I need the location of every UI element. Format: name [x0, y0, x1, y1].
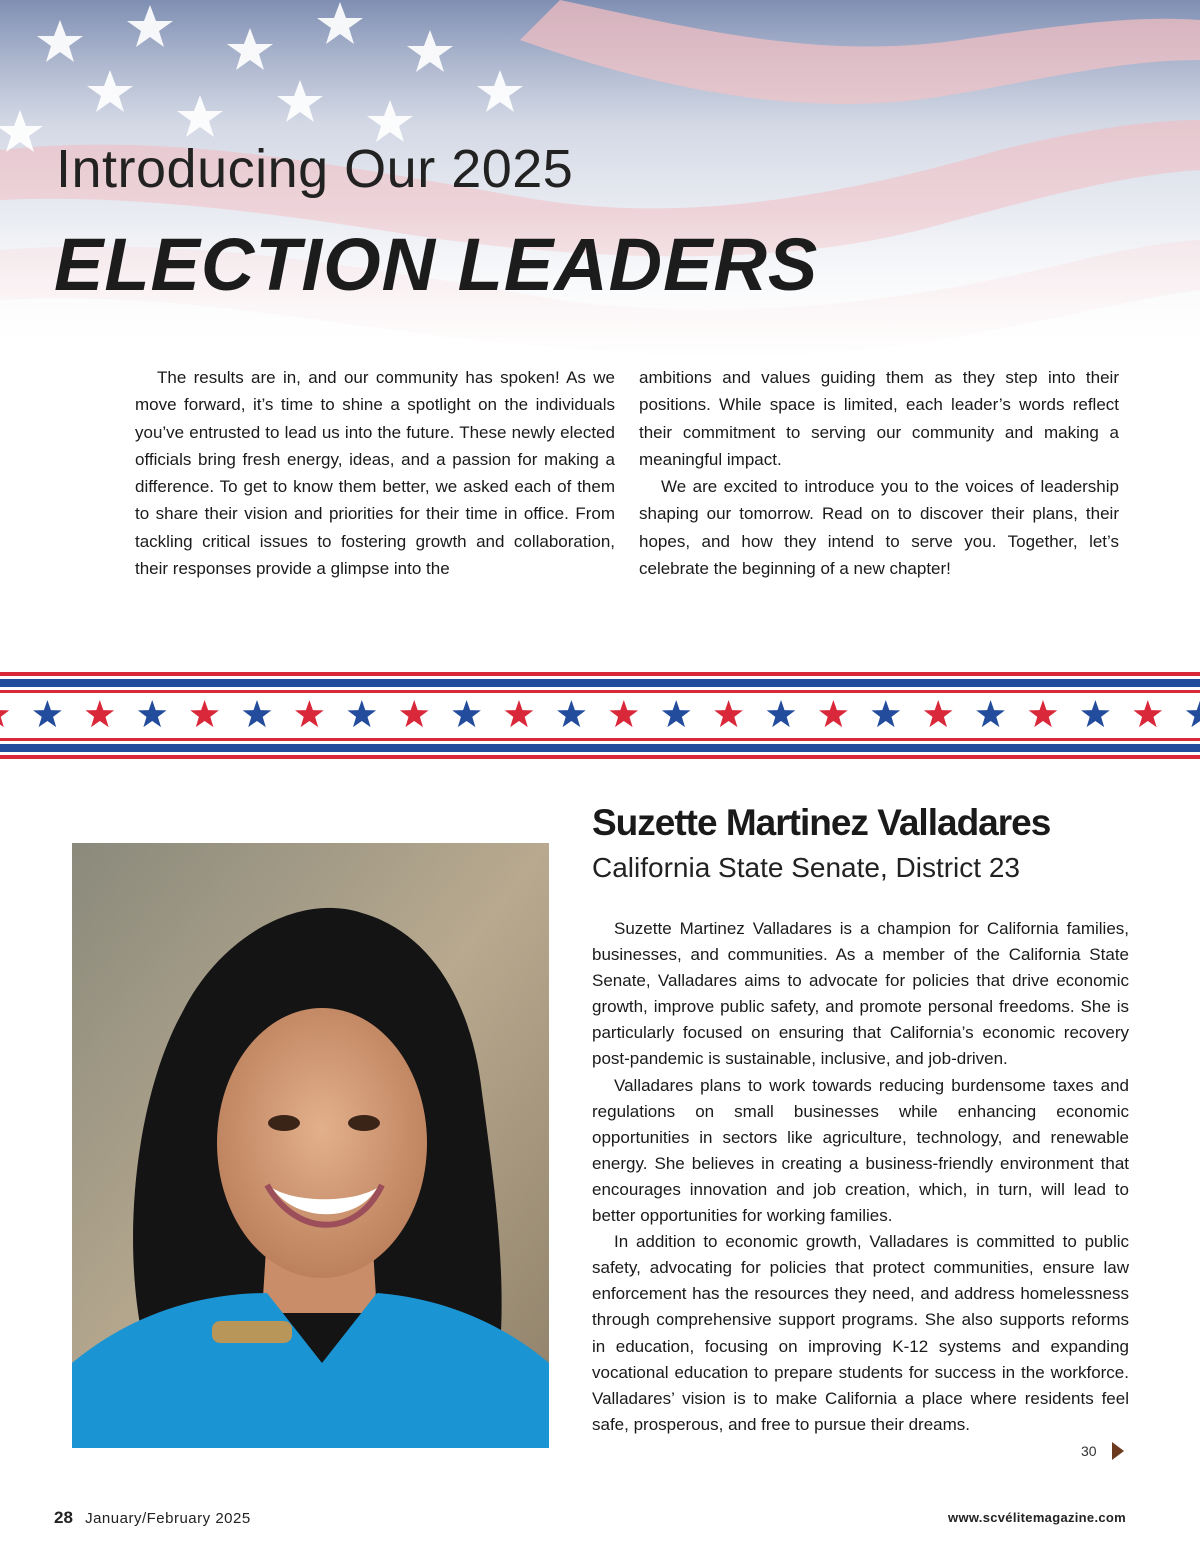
divider-star-icon — [557, 700, 586, 727]
leader-bio — [592, 916, 1129, 1438]
divider-star-icon — [190, 700, 219, 727]
issue-date: January/February 2025 — [85, 1510, 251, 1527]
divider-star-icon — [767, 700, 796, 727]
divider-star-icon — [0, 700, 9, 727]
leader-name: Suzette Martinez Valladares — [592, 802, 1051, 843]
intro-column-right — [639, 364, 1119, 582]
website-url: www.scvélitemagazine.com — [948, 1510, 1126, 1525]
stars-stripes-divider — [0, 670, 1200, 762]
page-headline: ELECTION LEADERS — [54, 223, 819, 306]
intro-column-left — [135, 364, 615, 582]
divider-star-icon — [1081, 700, 1110, 727]
divider-star-icon — [348, 700, 377, 727]
divider-star-icon — [295, 700, 324, 727]
divider-star-icon — [976, 700, 1005, 727]
page-number: 28 — [54, 1508, 73, 1527]
divider-star-icon — [610, 700, 639, 727]
intro-paragraph: The results are in, and our community has spoken! As we move forward, it’s time to shine a spotlight on the individuals you’ve entrusted to lead us into the future. These newly elected officials bring fresh energy, ideas, and a passion for making a difference. To get to know them better, we asked each of them to share their vision and priorities for their time in office. From tackling critical issues to fostering growth and collaboration, their responses provide a glimpse into the — [135, 368, 615, 579]
divider-star-icon — [819, 700, 848, 727]
divider-star-icon — [452, 700, 481, 727]
bio-paragraph: In addition to economic growth, Valladares is committed to public safety, advocating for policies that protect communities, ensure law enforcement has the resources they need, and address homelessness through comprehensive support programs. She also supports reforms in education, focusing on improving K-12 systems and expanding vocational education to prepare students for success in the workforce. Valladares’ vision is to make California a place where residents feel safe, prosperous, and free to pursue their dreams. — [592, 1232, 1129, 1434]
divider-star-icon — [872, 700, 901, 727]
intro-line: Introducing Our 2025 — [56, 139, 574, 199]
footer-left — [54, 1508, 251, 1528]
portrait-image — [72, 843, 549, 1448]
divider-star-icon — [400, 700, 429, 727]
divider-star-icon — [924, 700, 953, 727]
divider-star-icon — [714, 700, 743, 727]
intro-paragraph: ambitions and values guiding them as they step into their positions. While space is limited, each leader’s words reflect their commitment to serving our community and making a meaningful impact. — [639, 368, 1119, 469]
bio-paragraph: Suzette Martinez Valladares is a champion for California families, businesses, and communities. As a member of the California State Senate, Valladares aims to advocate for policies that drive economic growth, improve public safety, and promote personal freedoms. She is particularly focused on ensuring that California’s economic recovery post-pandemic is sustainable, inclusive, and job-driven. — [592, 919, 1129, 1069]
divider-star-icon — [33, 700, 62, 727]
divider-star-icon — [1134, 700, 1163, 727]
divider-star-icon — [86, 700, 115, 727]
divider-star-icon — [505, 700, 534, 727]
stars-divider-graphic — [0, 670, 1200, 762]
portrait-photo — [72, 843, 549, 1448]
intro-paragraph: We are excited to introduce you to the voices of leadership shaping our tomorrow. Read on to discover their plans, their hopes, and how they intend to serve you. Together, let’s celebrate the beginning of a new chapter! — [639, 477, 1119, 579]
continue-arrow-icon — [1112, 1442, 1124, 1460]
divider-star-icon — [662, 700, 691, 727]
continued-page-number: 30 — [1081, 1443, 1097, 1459]
divider-star-icon — [1186, 700, 1200, 727]
leader-office: California State Senate, District 23 — [592, 852, 1020, 883]
divider-star-icon — [1029, 700, 1058, 727]
divider-star-icon — [243, 700, 272, 727]
divider-star-icon — [138, 700, 167, 727]
bio-paragraph: Valladares plans to work towards reducing burdensome taxes and regulations on small businesses while enhancing economic opportunities in sectors like agriculture, technology, and renewable energy. She believes in creating a business-friendly environment that encourages innovation and job creation, which, in turn, will lead to better opportunities for working families. — [592, 1075, 1129, 1226]
